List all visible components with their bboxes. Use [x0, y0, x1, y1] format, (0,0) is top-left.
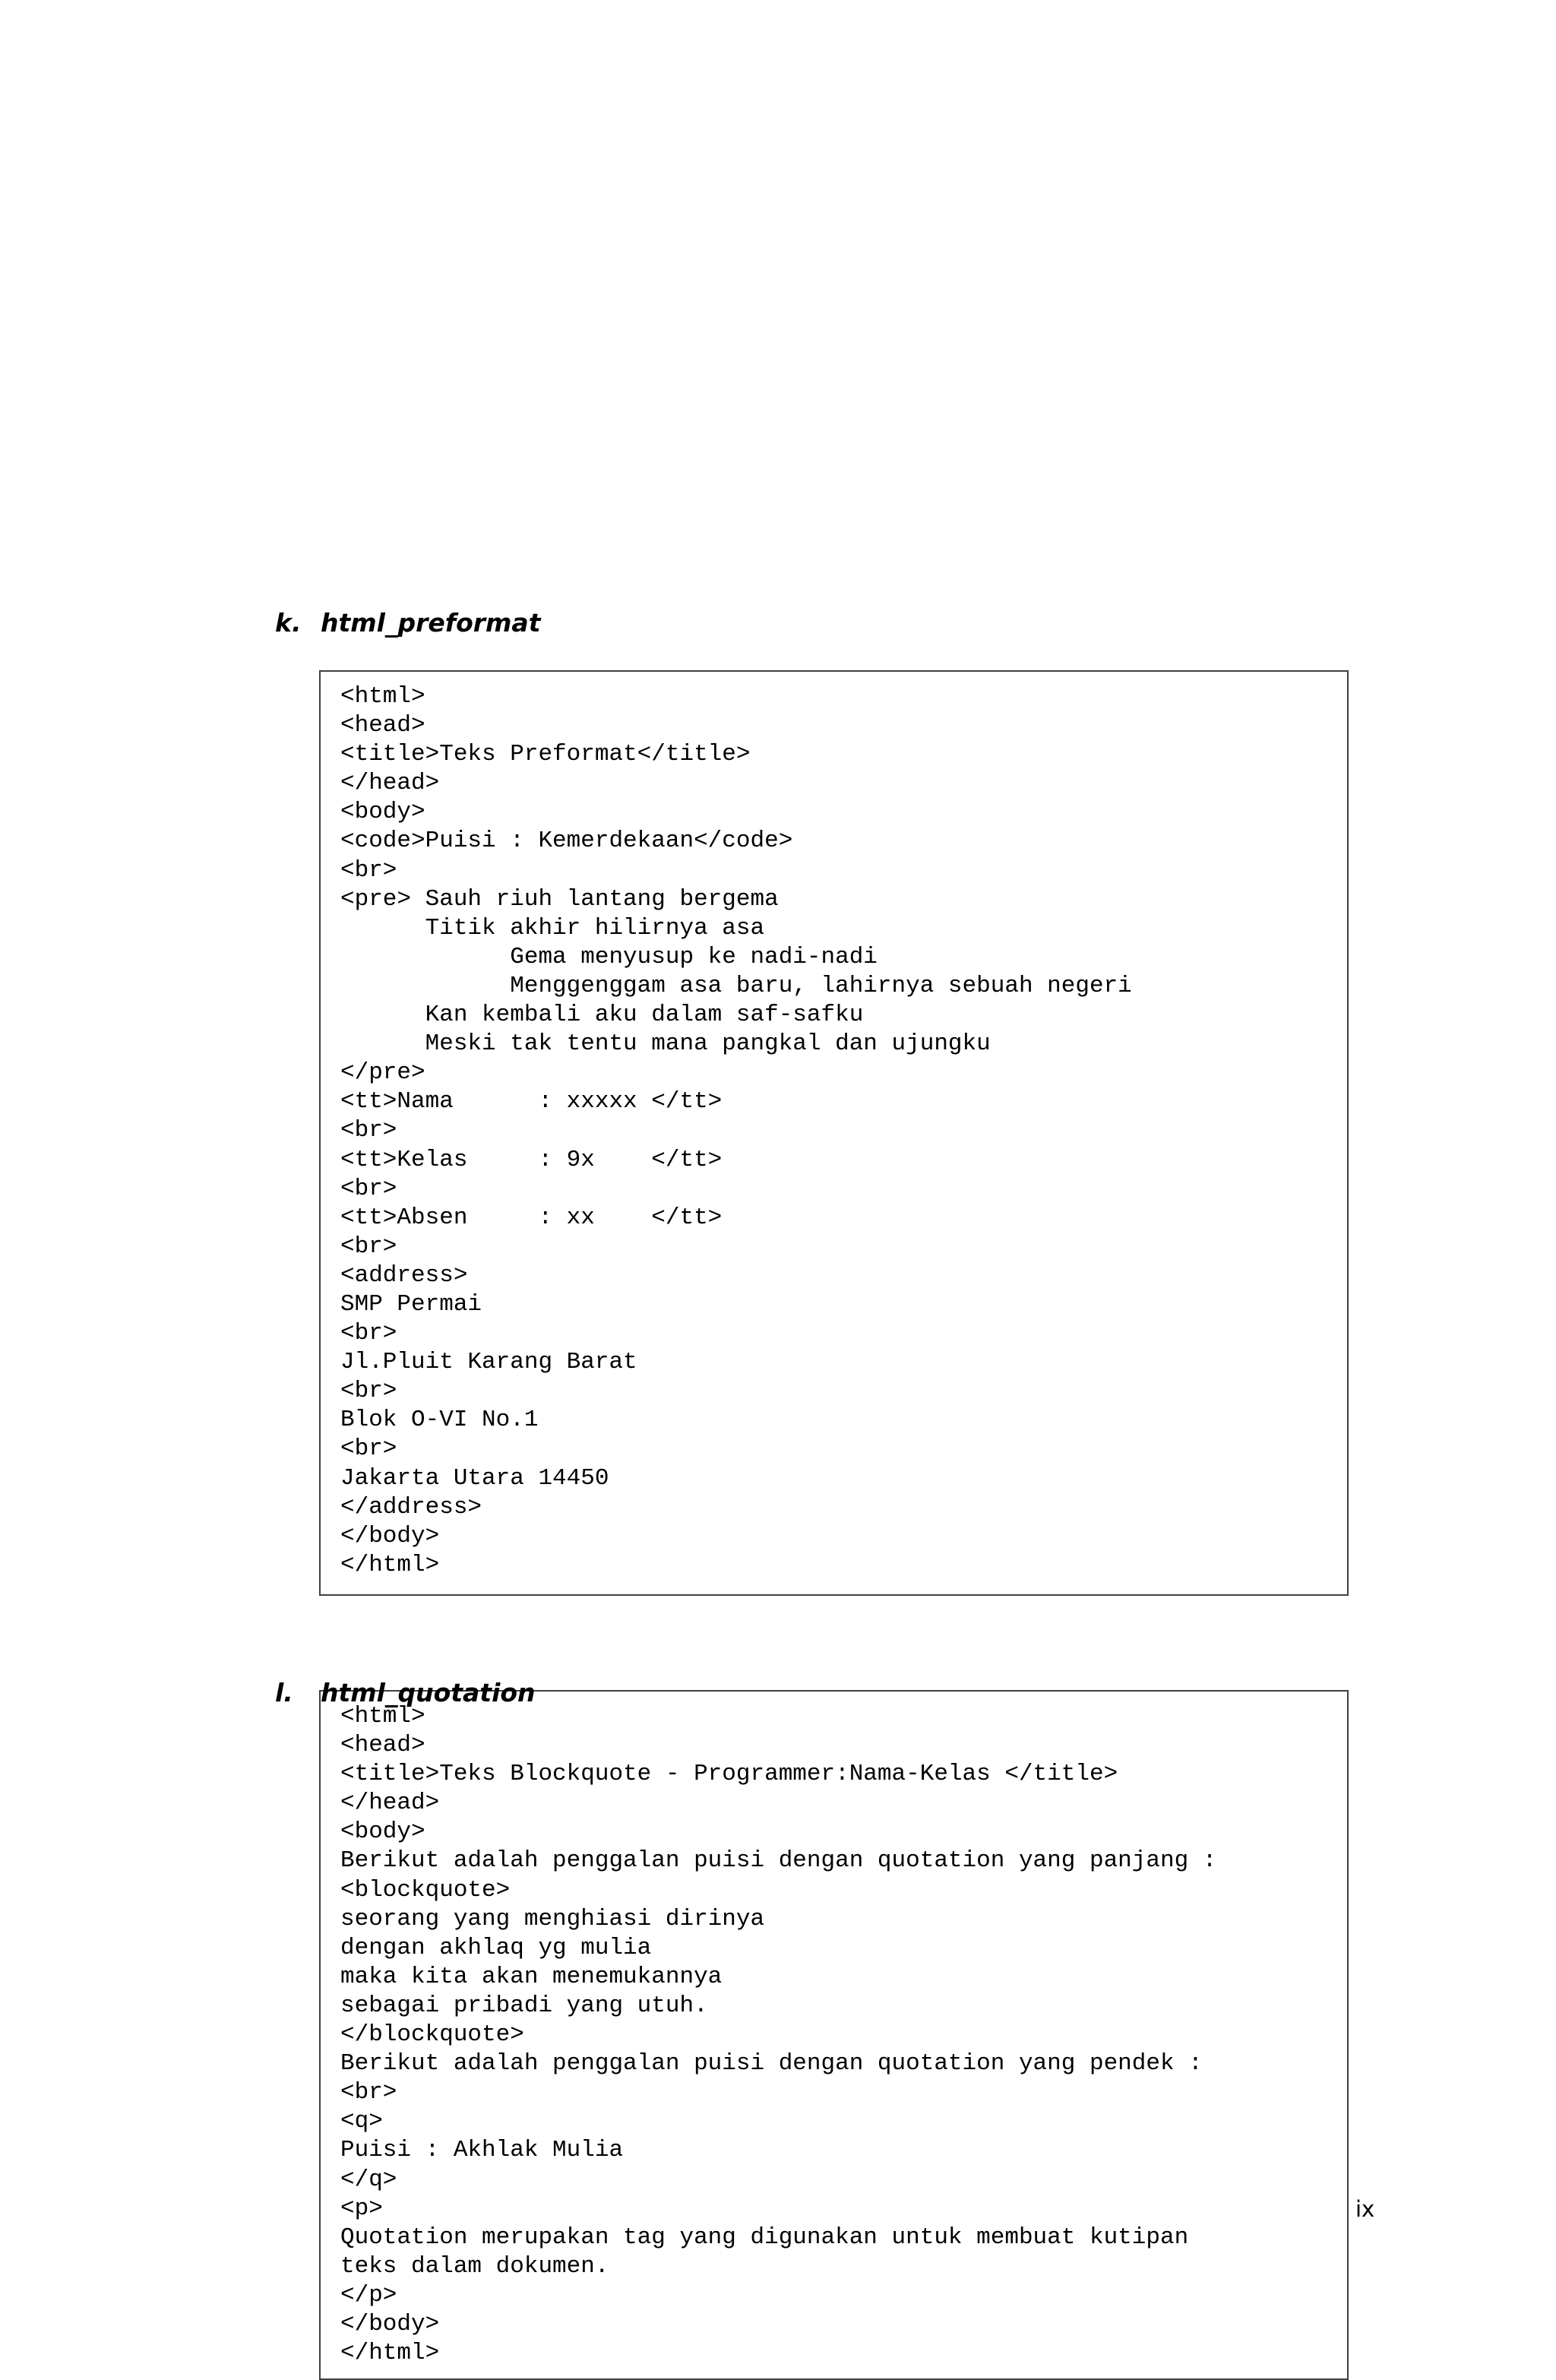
- section-title: html_quotation: [321, 1678, 536, 1707]
- page-number: ix: [1355, 2196, 1375, 2222]
- code-listing: <html> <head> <title>Teks Blockquote - Programmer:Nama-Kelas </title> </head> <body> Berikut adalah penggalan puisi dengan quotation yang panjang : <blockquote> seorang yang menghiasi dirinya dengan akhlaq yg mulia maka kita akan menemukannya sebagai pribadi yang utuh. </blockquote> Berikut adalah penggalan puisi dengan quotation yang pendek : <br> <q> Puisi : Akhlak Mulia </q> <p> Quotation merupakan tag yang digunakan untuk membuat kutipan teks dalam dokumen. </p> </body> </html>: [340, 1703, 1217, 2367]
- code-block-preformat: [319, 670, 1349, 1596]
- section-marker: l.: [275, 1678, 293, 1707]
- code-block-quotation: [319, 1690, 1349, 2380]
- code-listing: <html> <head> <title>Teks Preformat</title> </head> <body> <code>Puisi : Kemerdekaan</code> <br> <pre> Sauh riuh lantang bergema Titik akhir hilirnya asa Gema menyusup ke nadi-nadi Menggenggam asa baru, lahirnya sebuah negeri Kan kembali aku dalam saf-safku Meski tak tentu mana pangkal dan ujungku </pre> <tt>Nama : xxxxx </tt> <br> <tt>Kelas : 9x </tt> <br> <tt>Absen : xx </tt> <br> <address> SMP Permai <br> Jl.Pluit Karang Barat <br> Blok O-VI No.1 <br> Jakarta Utara 14450 </address> </body> </html>: [340, 683, 1132, 1578]
- section-title: html_preformat: [321, 608, 541, 638]
- section-marker: k.: [275, 608, 302, 638]
